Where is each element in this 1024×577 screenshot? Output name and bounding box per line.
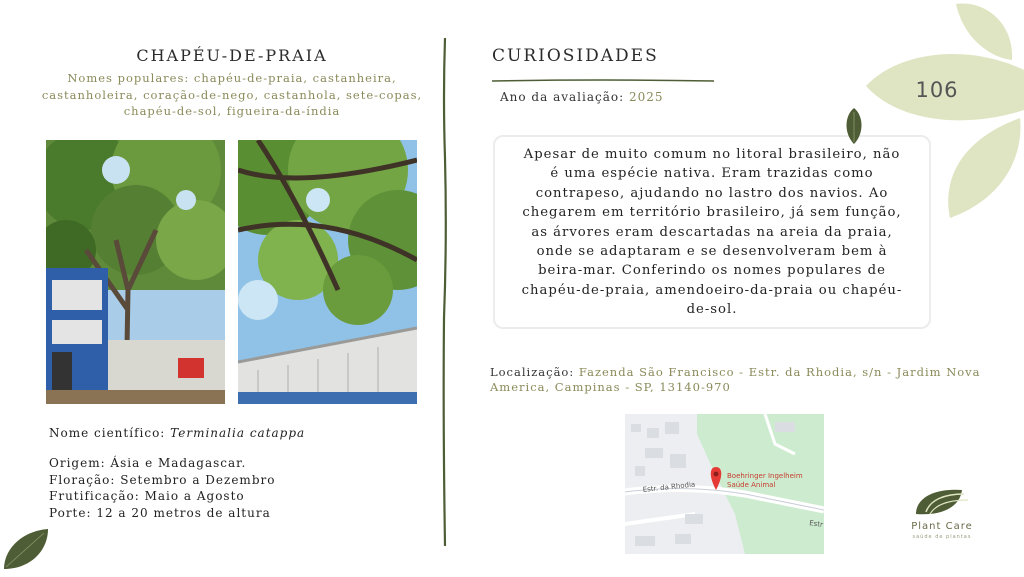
logo-leaf-icon [900, 484, 984, 520]
tree-photo-left [46, 140, 225, 404]
location [490, 365, 990, 395]
location-value-cont: America, Campinas - SP, 13140-970 [490, 380, 731, 394]
curiosity-line: chapéu-de-praia, amendoeiro-da-praia ou chapéu- [521, 282, 903, 298]
curiosities-title: CURIOSIDADES [492, 46, 659, 66]
origin-text: Origem: Ásia e Madagascar. [49, 456, 247, 470]
curiosity-line: Apesar de muito comum no litoral brasileiro, não [523, 147, 901, 162]
scientific-name-value: Terminalia catappa [170, 426, 306, 440]
curiosity-line: as árvores eram descartadas na areia da praia, [531, 224, 893, 240]
logo-tagline: saúde de plantas [912, 534, 972, 540]
popular-names-line: castanholeira, coração-de-nego, castanhola, sete-copas, [41, 87, 423, 102]
page-number: 106 [915, 78, 959, 102]
curiosity-line: de-sol. [686, 302, 738, 318]
plant-care-logo [900, 484, 984, 542]
vertical-divider [440, 38, 450, 546]
scientific-name [49, 426, 305, 440]
location-label: Localização: [490, 365, 575, 379]
plant-title: CHAPÉU-DE-PRAIA [136, 46, 328, 65]
popular-names-line: chapéu-de-sol, figueira-da-índia [123, 104, 341, 118]
corner-leaf-icon [0, 525, 52, 573]
popular-names-line: Nomes populares: chapéu-de-praia, castanheira, [67, 71, 397, 85]
tree-photo-right [238, 140, 417, 404]
scientific-name-label: Nome científico: [49, 426, 166, 440]
plant-facts [49, 455, 275, 521]
year-value: 2025 [628, 90, 664, 104]
curiosity-line: contrapeso, ajudando no lastro dos navios. Ao [535, 185, 889, 201]
curiosity-line: é uma espécie nativa. Eram trazidas como [550, 166, 874, 182]
flowering-text: Floração: Setembro a Dezembro [49, 472, 276, 487]
map-place-line1: Boehringer Ingelheim [727, 472, 803, 480]
year-label: Ano da avaliação: [500, 90, 625, 104]
decorative-leaves [860, 0, 1024, 230]
curiosity-line: chegarem em território brasileiro, já sem função, [522, 205, 902, 221]
location-map[interactable] [625, 414, 824, 554]
small-leaf-icon [842, 106, 866, 146]
map-place-line2: Saúde Animal [727, 481, 776, 489]
fruiting-text: Frutificação: Maio a Agosto [49, 489, 245, 503]
evaluation-year [500, 90, 664, 104]
map-road-label: Estr. da Rhodia [642, 480, 696, 494]
logo-name: Plant Care [911, 521, 973, 532]
curiosity-line: beira-mar. Conferindo os nomes populares de [538, 263, 886, 279]
title-underline [492, 68, 714, 72]
size-text: Porte: 12 a 20 metros de altura [49, 505, 271, 520]
curiosity-line: onde se adaptaram e se desenvolveram bem à [536, 244, 888, 260]
location-value: Fazenda São Francisco - Estr. da Rhodia, s/n - Jardim Nova [578, 365, 981, 379]
popular-names [34, 70, 430, 120]
map-road-label-short: Estr [808, 519, 824, 529]
